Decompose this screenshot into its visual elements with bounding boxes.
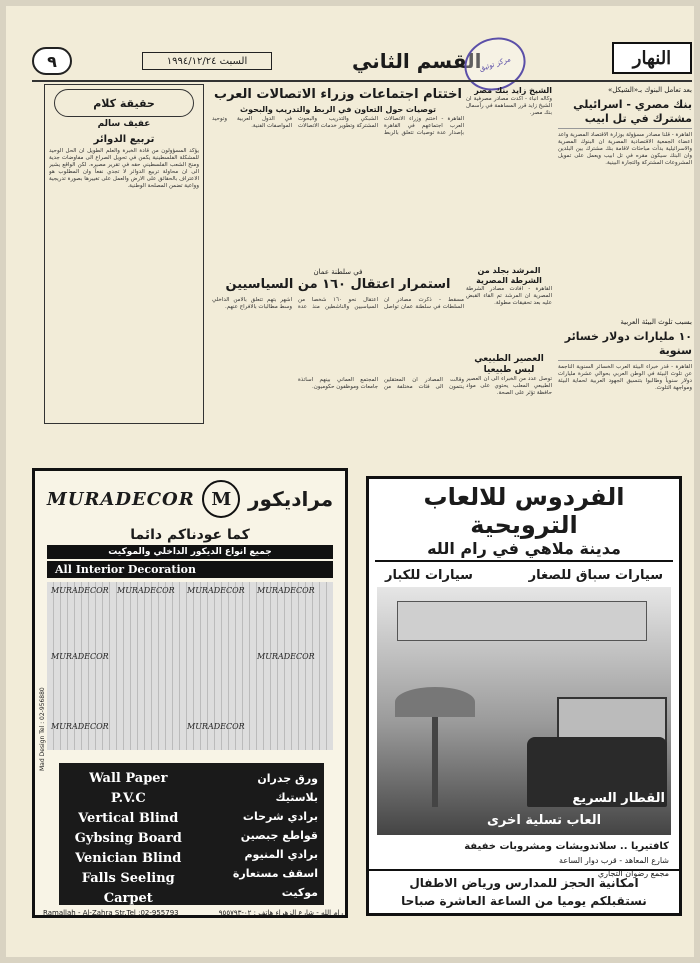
hours-line: نستقبلكم يوميا من الساعة العاشرة صباحا [401, 894, 647, 908]
right-column [558, 86, 692, 466]
product-en: P.V.C [110, 791, 146, 806]
side-headline: الشيخ زايد بنك مصر [474, 86, 552, 95]
watermark: MURADECOR [51, 586, 109, 595]
tagline-ar: جميع انواع الديكور الداخلي والموكيت [47, 545, 333, 559]
firdaws-subtitle: مدينة ملاهي في رام الله [375, 539, 673, 562]
carousel-canopy [395, 687, 475, 717]
caption-games: العاب تسلية اخرى [487, 813, 602, 828]
watermark: MURADECOR [187, 722, 245, 731]
page-number: ٩ [32, 47, 72, 75]
lead-headline: اختتام اجتماعات وزراء الاتصالات العرب [214, 87, 462, 102]
lead-body: القاهرة - اختتم وزراء الاتصالات العرب اجتماعهم في القاهرة بإصدار عدة توصيات تتعلق بالربط الشبكي والتدريب والبحوث المشتركة وتطوير خدمات الاتصالات في الدول العربية وتوحيد المواصفات الفنية. [212, 116, 464, 136]
product-en: Gybsing Board [74, 831, 182, 846]
opinion-column [44, 84, 204, 424]
box-body: القاهرة - افادت مصادر الشرطة المصرية ان المرشد تم القاء القبض عليه بعد تحقيقات مطولة. [466, 286, 552, 306]
oman-body: مسقط - ذكرت مصادر ان السلطات في سلطنة عمان تواصل اعتقال نحو ١٦٠ شخصاً من السياسيين والناشطين منذ عدة اشهر بتهم تتعلق بالامن الداخلي وسط مطالبات بالافراج عنهم. [212, 297, 464, 310]
watermark: MURADECOR [117, 586, 175, 595]
label-kids-cars: سيارات سباق للصغار [528, 568, 663, 583]
oman-dateline: في سلطنة عمان [313, 268, 363, 276]
column-body: يؤكد المسؤولون من قادة الخبرة والعلم الطويل ان الحل الوحيد للمشكلة الفلسطينية يكمن في تحويل الصراع الى مفاوضات جدية ومنح الشعب الفلسطيني حقه في تقرير مصيره. لكن الواقع يشير الى ان محاولة تربيع الدوائر لا تجدي نفعاً وان المطلوب هو الاعتراف بالحقائق على الارض والعمل على تغييرها بصورة تدريجية وواعية تضمن المصلحة الوطنية. [49, 148, 199, 189]
watermark: MURADECOR [187, 586, 245, 595]
product-en: Wall Paper [89, 771, 168, 786]
lead-story [212, 86, 464, 266]
product-ar: موكيت [281, 886, 318, 899]
product-en: Carpet [103, 891, 153, 906]
masthead [32, 44, 692, 78]
designer-credit: Mad Design Tel : 02-956880 [39, 687, 46, 771]
watermark: MURADECOR [51, 652, 109, 661]
cafeteria: كافتيريا .. سلاندويشات ومشروبات خفيفة [464, 841, 669, 852]
box-headline: المرشد بجلد من الشرطة المصرية [476, 266, 542, 285]
products-ar [192, 769, 319, 899]
slogan: كما عودناكم دائما [130, 527, 250, 543]
watermark: MURADECOR [257, 586, 315, 595]
box2-body: توصل عدد من الخبراء الى ان العصير الطبيعي المعلب يحتوي على مواد حافظة تؤثر على الصحة. [466, 376, 552, 396]
oman-headline: استمرار اعتقال ١٦٠ من السياسيين [225, 277, 451, 292]
ride-labels [369, 562, 679, 583]
products-en [65, 769, 192, 906]
address-line [43, 909, 343, 917]
muradecor-ad [32, 468, 348, 918]
location: شارع المعاهد - قرب دوار الساعة [559, 856, 669, 865]
newspaper-logo: النهار [612, 42, 692, 74]
watermark: MURADECOR [51, 722, 109, 731]
product-ar: قواطع جبصين [240, 829, 318, 842]
booking-line: امكانية الحجز للمدارس ورياض الاطفال [409, 876, 639, 890]
products-panel [59, 763, 324, 905]
story2-body: القاهرة - قدر خبراء البيئة العرب الخسائر السنوية الناجمة عن تلوث البيئة في الوطن العربي بحوالي عشرة مليارات دولار سنوياً وطالبوا بتنسيق الجهود العربية لحماية البيئة ومواجهة التلوث. [558, 364, 692, 391]
oman-story [212, 268, 464, 468]
product-ar: ورق جدران [257, 772, 318, 785]
story2-kicker: بسبب تلوث البيئة العربية [620, 318, 692, 326]
issue-date: السبت ١٩٩٤/١٢/٢٤ [142, 52, 272, 70]
showroom-photo [47, 582, 333, 750]
product-ar: برادي شرحات [242, 810, 318, 823]
product-en: Falls Seeling [81, 871, 175, 886]
address-ar: رام الله - شارع الزهراء هاتف : ٠٢-٩٥٥٧٩٣ [218, 909, 343, 917]
watermark: MURADECOR [257, 652, 315, 661]
brand-ar: مراديكور [248, 487, 334, 511]
firdaws-ad [366, 476, 682, 916]
product-en: Venician Blind [75, 851, 182, 866]
story-body: القاهرة - قلنا مصادر مسؤولة بوزارة الاقتصاد المصرية واعد اعضاء الجمعية الاقتصادية المصرية ان البنوك المصرية والاسرائيلية بدأت مباحثات لاقامة بنك مشترك بين البلدين وان البنك سيكون مقره في تل ابيب ويعمل على تمويل المشروعات المشتركة والتجارة البينية. [558, 132, 692, 166]
tagline-en: All Interior Decoration [47, 561, 333, 578]
carousel-pole [432, 717, 438, 807]
story-kicker: بعد تعامل البنوك بـ«الشيكل» [607, 86, 692, 94]
column-title: تربيع الدوائر [93, 134, 155, 145]
section-title: القسم الثاني [352, 49, 482, 73]
product-ar: بلاستيك [275, 791, 318, 804]
complex: مجمع رضوان التجاري [597, 869, 669, 878]
box2-headline: العصير الطبيعي لبس طبيعيا [474, 354, 544, 375]
column-author: عفيف سالم [97, 119, 151, 129]
track-roof [397, 601, 647, 641]
amusement-photo [377, 587, 671, 835]
muradecor-header [35, 471, 345, 527]
label-adult-cars: سيارات للكبار [385, 568, 473, 583]
column-logo: حقيقة كلام [54, 89, 194, 117]
firdaws-title: الفردوس للالعاب الترويحية [423, 483, 625, 539]
center-narrow-column [466, 86, 552, 466]
story-headline: بنك مصري - اسرائيلي مشترك في تل ابيب [558, 98, 692, 129]
brand-logo-icon: M [202, 480, 240, 518]
caption-train: القطار السريع [572, 791, 665, 806]
product-en: Vertical Blind [78, 811, 179, 826]
product-ar: برادي المنيوم [244, 848, 318, 861]
product-ar: اسقف مستعارة [232, 867, 318, 880]
firdaws-footer [369, 869, 679, 913]
story2-headline: ١٠ مليارات دولار خسائر سنوية [558, 330, 692, 361]
side-body: وكاله انباء - اكدت مصادر مصرفية ان الشيخ زايد قرر المساهمة في رأسمال بنك مصر. [466, 96, 552, 116]
address-en: Ramallah - Al-Zahra Str.Tel :02-955793 [43, 909, 179, 917]
oman-body-2: وقالت المصادر ان المعتقلين ينتمون الى فئات مختلفة من المجتمع العماني بينهم اساتذة جامعات وموظفون حكوميون. [298, 377, 464, 390]
lead-subhead: توصيات حول التعاون في الربط والتدريب والبحوث [240, 105, 436, 114]
brand-en: MURADECOR [46, 488, 195, 510]
stamp-text: مركز توثيق [478, 55, 512, 73]
masthead-divider [32, 80, 692, 82]
